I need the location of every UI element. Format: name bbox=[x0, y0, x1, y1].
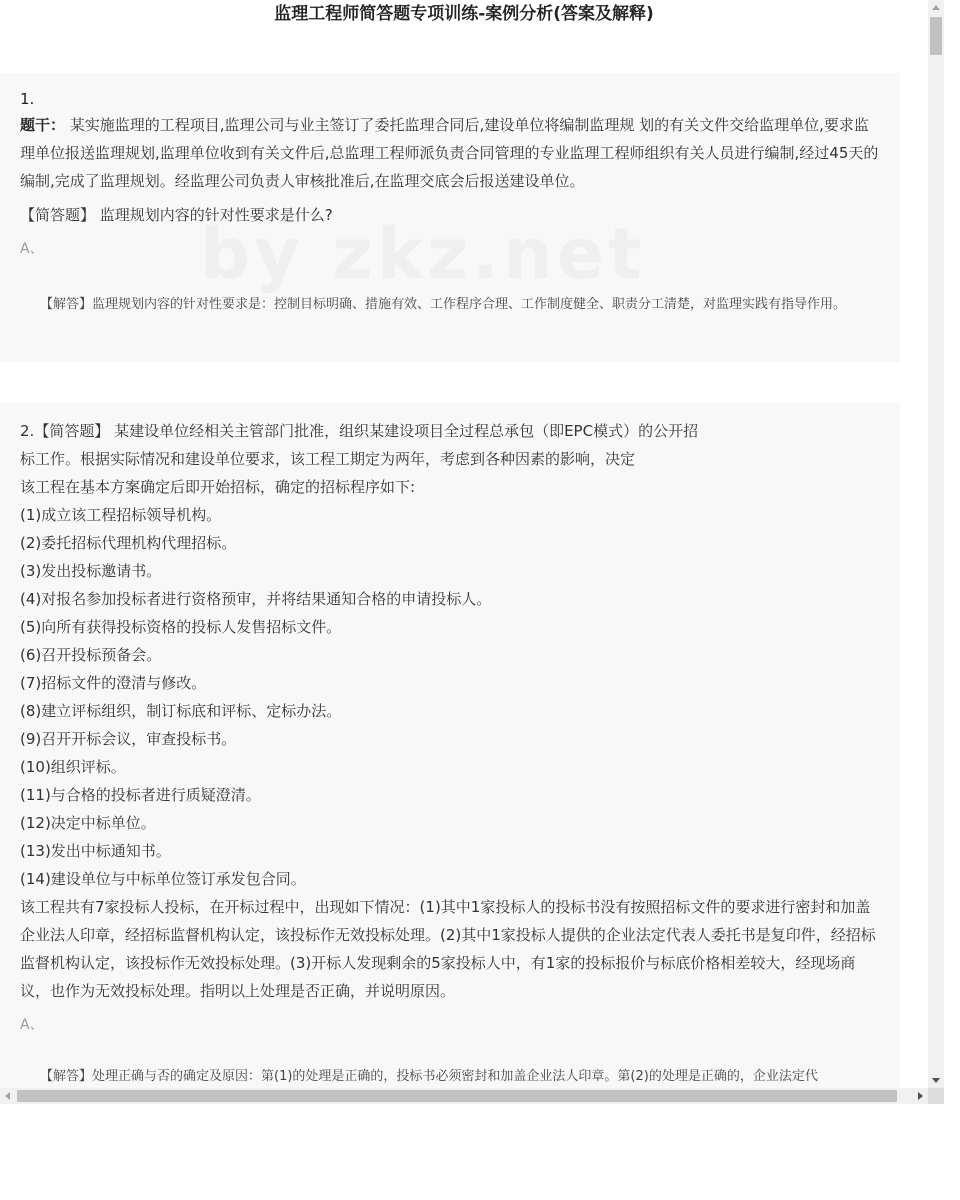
procedure-step: (2)委托招标代理机构代理招标。 bbox=[20, 534, 237, 552]
horizontal-scroll-thumb[interactable] bbox=[17, 1090, 897, 1102]
vertical-scrollbar[interactable] bbox=[928, 0, 944, 1088]
question-header-line-2: 标工作。根据实际情况和建设单位要求，该工程工期定为两年，考虑到各种因素的影响，决定 bbox=[20, 450, 636, 468]
stem-label: 题干： bbox=[20, 116, 66, 134]
procedure-step: (13)发出中标通知书。 bbox=[20, 842, 171, 860]
procedure-step: (14)建设单位与中标单位签订承发包合同。 bbox=[20, 870, 306, 888]
procedure-step: (7)招标文件的澄清与修改。 bbox=[20, 674, 207, 692]
question-card-2 bbox=[0, 403, 900, 1088]
scroll-right-arrow-icon[interactable] bbox=[918, 1092, 923, 1100]
scroll-left-arrow-icon[interactable] bbox=[5, 1092, 10, 1100]
procedure-step: (4)对报名参加投标者进行资格预审，并将结果通知合格的申请投标人。 bbox=[20, 590, 492, 608]
question-header-line-1: 2.【简答题】 某建设单位经相关主管部门批准，组织某建设项目全过程总承包（即EPC模式）的公开招 bbox=[20, 422, 699, 440]
question-number: 2. bbox=[20, 422, 35, 440]
procedure-step: (6)召开投标预备会。 bbox=[20, 646, 162, 664]
question-number: 1. bbox=[20, 90, 35, 108]
procedure-step: (11)与合格的投标者进行质疑澄清。 bbox=[20, 786, 261, 804]
page-title: 监理工程师简答题专项训练-案例分析(答案及解释) bbox=[274, 4, 654, 24]
answer-option[interactable]: A、 bbox=[20, 1017, 44, 1033]
answer-explanation: 【解答】监理规划内容的针对性要求是：控制目标明确、措施有效、工作程序合理、工作制度健全、职责分工清楚，对监理实践有指导作用。 bbox=[40, 297, 847, 312]
procedure-step: (8)建立评标组织，制订标底和评标、定标办法。 bbox=[20, 702, 342, 720]
question-stem bbox=[20, 111, 880, 195]
procedure-step: (5)向所有获得投标资格的投标人发售招标文件。 bbox=[20, 618, 342, 636]
question-card-1 bbox=[0, 73, 900, 362]
question-paragraph: 该工程共有7家投标人投标，在开标过程中，出现如下情况：(1)其中1家投标人的投标书没有按照招标文件的要求进行密封和加盖企业法人印章，经招标监督机构认定，该投标作无效投标处理。(2)其中1家投标人提供的企业法定代表人委托书是复印件，经招标监督机构认定，该投标作无效投标处理。(3)开标人发现剩余的5家投标人中，有1家的投标报价与标底价格相差较大，经现场商议，也作为无效投标处理。指明以上处理是否正确，并说明原因。 bbox=[20, 898, 876, 1000]
scroll-up-arrow-icon[interactable] bbox=[932, 5, 940, 10]
procedure-step: (9)召开开标会议，审查投标书。 bbox=[20, 730, 237, 748]
scroll-down-arrow-icon[interactable] bbox=[932, 1078, 940, 1083]
question-header-line-3: 该工程在基本方案确定后即开始招标，确定的招标程序如下: bbox=[20, 478, 416, 496]
scrollbar-corner bbox=[928, 1088, 944, 1104]
procedure-step: (12)决定中标单位。 bbox=[20, 814, 156, 832]
procedure-step: (1)成立该工程招标领导机构。 bbox=[20, 506, 222, 524]
answer-explanation: 【解答】处理正确与否的确定及原因：第(1)的处理是正确的，投标书必须密封和加盖企业法人印章。第(2)的处理是正确的，企业法定代 bbox=[40, 1069, 818, 1084]
answer-option[interactable]: A、 bbox=[20, 241, 44, 257]
procedure-step: (3)发出投标邀请书。 bbox=[20, 562, 162, 580]
vertical-scroll-thumb[interactable] bbox=[930, 17, 942, 55]
sub-question: 【简答题】 监理规划内容的针对性要求是什么? bbox=[20, 206, 333, 224]
horizontal-scrollbar[interactable] bbox=[0, 1088, 928, 1104]
stem-text: 某实施监理的工程项目,监理公司与业主签订了委托监理合同后,建设单位将编制监理规 划的有关文件交给监理单位,要求监理单位报送监理规划,监理单位收到有关文件后,总监理工程师派负责合同管理的专业监理工程师组织有关人员进行编制,经过45天的编制,完成了监理规划。经监理公司负责人审核批准后,在监理交底会后报送建设单位。 bbox=[20, 116, 879, 190]
procedure-step: (10)组织评标。 bbox=[20, 758, 126, 776]
